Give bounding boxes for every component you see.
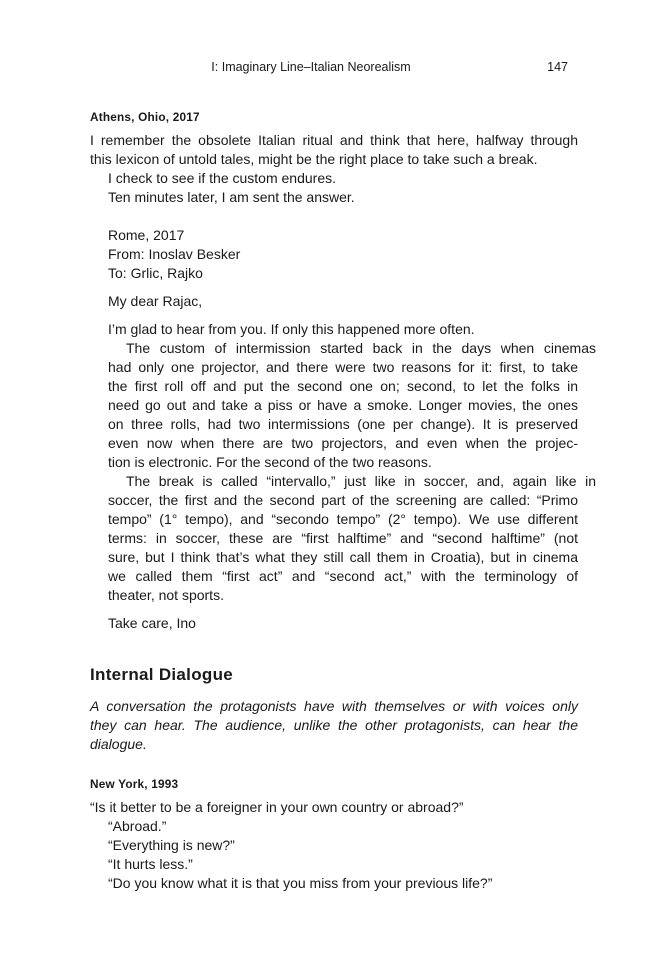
letter-line: terms: in soccer, these are “first halftime” and “second halftime” (not xyxy=(108,530,578,546)
body-line: this lexicon of untold tales, might be the right place to take such a break. xyxy=(90,151,538,167)
letter-line: tempo” (1° tempo), and “secondo tempo” (2° tempo). We use different xyxy=(108,511,578,527)
letter-line: on three rolls, had two intermissions (one per change). It is preserved xyxy=(108,416,578,432)
letter-line: The custom of intermission started back in the days when cinemas xyxy=(126,340,596,356)
letter-line: the first roll off and put the second one on; second, to let the folks in xyxy=(108,378,578,394)
letter-to: To: Grlic, Rajko xyxy=(108,265,203,281)
body-line: I check to see if the custom endures. xyxy=(108,170,337,186)
letter-line: we called them “first act” and “second act,” with the terminology of xyxy=(108,568,578,584)
section-heading: Internal Dialogue xyxy=(90,665,234,684)
letter-from: From: Inoslav Besker xyxy=(108,246,241,262)
definition-line: they can hear. The audience, unlike the other protagonists, can hear the xyxy=(90,717,578,733)
letter-line: even now when there are two projectors, and even when the projec- xyxy=(108,435,578,451)
definition-line: dialogue. xyxy=(90,736,147,752)
dialogue-line: “Abroad.” xyxy=(108,818,167,834)
letter-line: soccer, the first and the second part of the screening are called: “Primo xyxy=(108,492,578,508)
letter-opening: I’m glad to hear from you. If only this happened more often. xyxy=(108,321,475,337)
letter-line: tion is electronic. For the second of the two reasons. xyxy=(108,454,432,470)
running-header xyxy=(90,60,578,80)
dialogue-line: “It hurts less.” xyxy=(108,856,193,872)
body-line: Ten minutes later, I am sent the answer. xyxy=(108,189,355,205)
letter-line: The break is called “intervallo,” just like in soccer, and, again like in xyxy=(126,473,596,489)
dialogue-line: “Is it better to be a foreigner in your own country or abroad?” xyxy=(90,799,464,815)
letter-line: sure, but I think that’s what they still call them in Croatia), but in cinema xyxy=(108,549,578,565)
letter-line: theater, not sports. xyxy=(108,587,224,603)
place-date-newyork: New York, 1993 xyxy=(90,777,179,791)
dialogue-line: “Everything is new?” xyxy=(108,837,235,853)
place-date-athens: Athens, Ohio, 2017 xyxy=(90,110,200,124)
letter-salutation: My dear Rajac, xyxy=(108,293,203,309)
letter-line: had only one projector, and there were two reasons for it: first, to take xyxy=(108,359,578,375)
letter-place: Rome, 2017 xyxy=(108,227,185,243)
letter-line: need go out and take a piss or have a smoke. Longer movies, the ones xyxy=(108,397,578,413)
page-number: 147 xyxy=(547,60,568,74)
letter-closing: Take care, Ino xyxy=(108,615,196,631)
running-title: I: Imaginary Line–Italian Neorealism xyxy=(211,60,411,74)
body-line: I remember the obsolete Italian ritual and think that here, halfway through xyxy=(90,132,578,148)
dialogue-line: “Do you know what it is that you miss from your previous life?” xyxy=(108,875,493,891)
definition-line: A conversation the protagonists have with themselves or with voices only xyxy=(90,698,578,714)
